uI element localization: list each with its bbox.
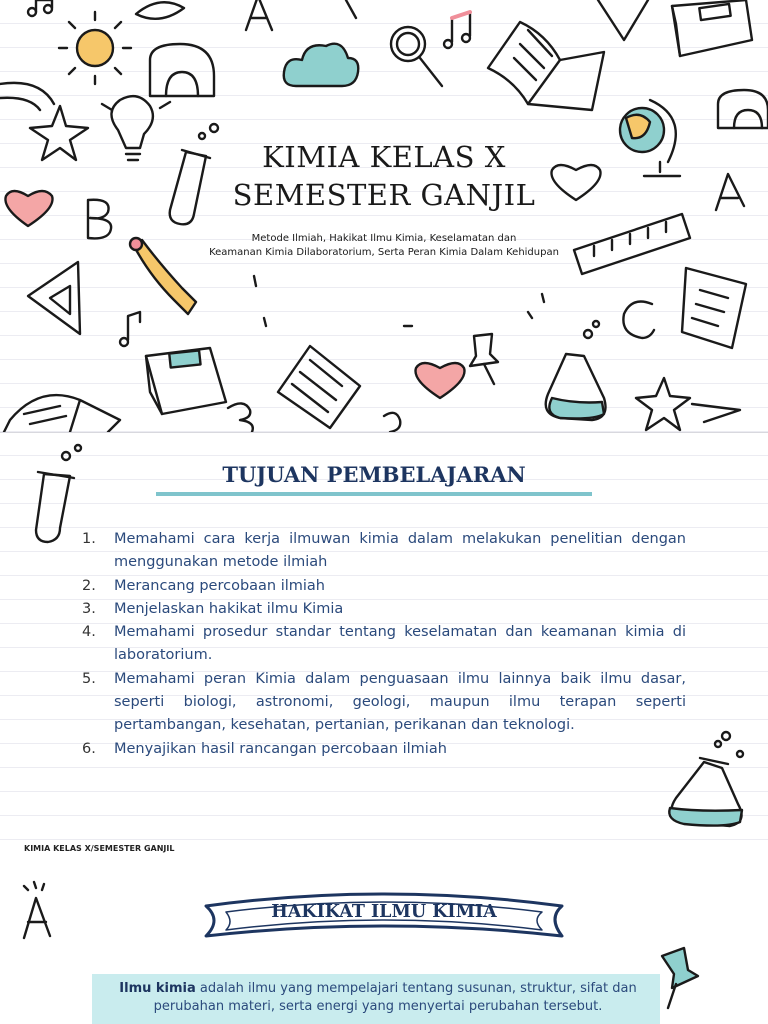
cover-subtitle-line2: Keamanan Kimia Dilaboratorium, Serta Peran Kimia Dalam Kehidupan — [209, 247, 559, 258]
push-pin-right-icon — [662, 948, 698, 1008]
cover-title-line2: SEMESTER GANJIL — [232, 178, 536, 212]
objective-text: Menjelaskan hakikat ilmu Kimia — [114, 600, 344, 617]
music-note-small-icon — [120, 312, 140, 346]
letter-c-doodle-icon — [623, 302, 654, 338]
music-note-icon — [28, 0, 52, 16]
protractor-icon — [150, 44, 214, 96]
objective-number: 4. — [82, 624, 96, 641]
open-book-bottom-icon — [4, 395, 120, 432]
sun-icon — [59, 12, 131, 84]
set-square-icon — [28, 262, 80, 334]
push-pin-icon — [470, 334, 498, 384]
letter-a-right-doodle-icon — [716, 174, 744, 210]
objective-item-6 — [82, 738, 686, 761]
small-curl-icon — [384, 413, 400, 432]
music-note-pink-icon — [444, 12, 470, 48]
open-book-icon — [488, 22, 604, 110]
test-tube-left-icon — [36, 445, 81, 542]
definition-text — [100, 980, 656, 1016]
ruler-icon — [598, 0, 648, 40]
light-bulb-icon — [102, 96, 170, 160]
cover-title-line1: KIMIA KELAS X — [262, 140, 506, 174]
objective-item-4 — [82, 621, 686, 668]
cover-subtitle-line1: Metode Ilmiah, Hakikat Ilmu Kimia, Keselamatan dan — [251, 233, 517, 244]
heart-icon — [5, 191, 52, 226]
star-icon — [636, 378, 740, 430]
globe-icon — [620, 100, 680, 176]
flask-icon — [546, 321, 606, 420]
page-footer-label: KIMIA KELAS X/SEMESTER GANJIL — [24, 844, 175, 853]
document-icon — [278, 346, 360, 428]
objective-number: 6. — [82, 740, 96, 757]
definition-rest: adalah ilmu yang mempelajari tentang susunan, struktur, sifat dan — [195, 981, 637, 996]
letter-b-doodle-icon — [88, 200, 111, 239]
magnifier-icon — [391, 27, 442, 86]
objective-number: 1. — [82, 531, 96, 547]
cover-title — [184, 138, 584, 214]
objective-text: Memahami prosedur standar tentang keselamatan dan keamanan kimia di laboratorium. — [114, 624, 686, 664]
leaf-icon — [136, 2, 184, 19]
definition-term: Ilmu kimia — [119, 981, 196, 996]
objective-item-2 — [82, 575, 686, 598]
cloud-icon — [284, 44, 359, 86]
objectives-page — [0, 432, 768, 860]
cover-page — [0, 0, 768, 432]
objective-number: 5. — [82, 670, 96, 687]
number-3-doodle-icon — [228, 403, 253, 432]
objectives-list — [82, 528, 686, 761]
book-icon — [672, 0, 752, 56]
objectives-underline — [156, 492, 592, 496]
objectives-heading: TUJUAN PEMBELAJARAN — [222, 462, 526, 487]
cover-doodles — [0, 0, 768, 432]
heart-pink-icon — [416, 363, 465, 398]
hakikat-page — [0, 860, 768, 1024]
objective-item-5 — [82, 668, 686, 738]
cover-subtitle — [150, 232, 618, 260]
objective-number: 2. — [82, 577, 96, 594]
closed-book-icon — [146, 348, 226, 414]
letter-a-doodle-icon — [246, 0, 272, 30]
paper-icon — [682, 268, 746, 348]
objective-item-1 — [82, 528, 686, 575]
letter-a-left-doodle-icon — [24, 882, 50, 938]
objective-text: Memahami peran Kimia dalam penguasaan ilmu lainnya baik ilmu dasar, seperti biologi, astronomi, geologi, maupun ilmu terapan seperti pertambangan, kesehatan, pertanian, perikanan dan teknologi. — [114, 670, 686, 734]
definition-line2: perubahan materi, serta energi yang menyertai perubahan tersebut. — [153, 999, 603, 1014]
objective-number: 3. — [82, 600, 96, 617]
objective-text: Merancang percobaan ilmiah — [114, 577, 326, 594]
objective-text: Memahami cara kerja ilmuwan kimia dalam melakukan penelitian dengan menggunakan metode ilmiah — [114, 531, 686, 571]
pencil-tip-icon — [346, 0, 356, 18]
objective-text: Menyajikan hasil rancangan percobaan ilmiah — [114, 740, 447, 757]
objective-item-3 — [82, 598, 686, 621]
hakikat-heading: HAKIKAT ILMU KIMIA — [271, 902, 497, 922]
shooting-star-icon — [0, 83, 88, 160]
protractor-right-icon — [718, 90, 768, 128]
